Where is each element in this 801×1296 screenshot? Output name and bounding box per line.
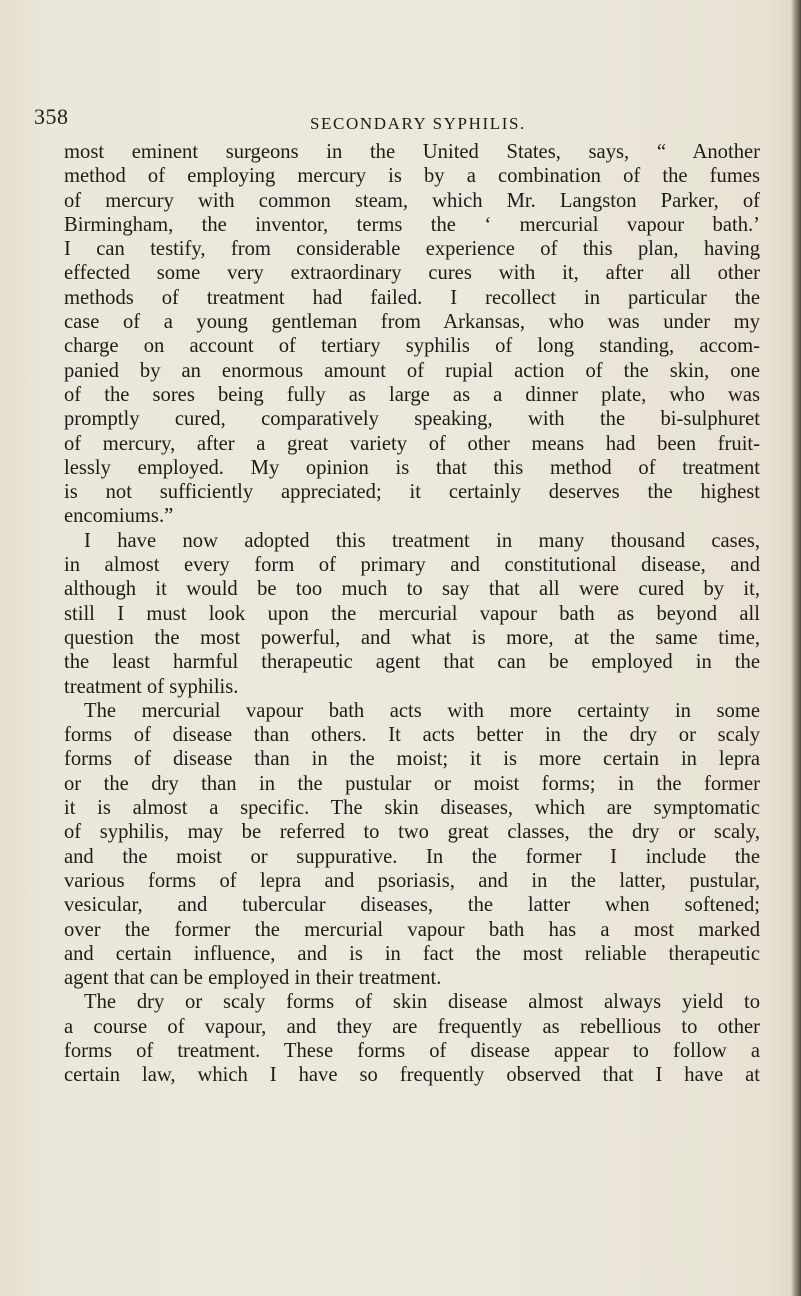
- text-line: The dry or scaly forms of skin disease almost always yield to: [84, 991, 760, 1014]
- text-line: or the dry than in the pustular or moist forms; in the former: [64, 772, 760, 795]
- page-edge-shadow: [791, 0, 801, 1296]
- text-line: certain law, which I have so frequently observed that I have at: [64, 1064, 760, 1087]
- text-line: question the most powerful, and what is more, at the same time,: [64, 626, 760, 649]
- text-line: The mercurial vapour bath acts with more certainty in some: [84, 699, 760, 722]
- text-line: forms of treatment. These forms of disease appear to follow a: [64, 1039, 760, 1062]
- text-line: promptly cured, comparatively speaking, with the bi-sulphuret: [64, 408, 760, 431]
- text-line: over the former the mercurial vapour bath has a most marked: [64, 918, 760, 941]
- text-line: of the sores being fully as large as a dinner plate, who was: [64, 383, 760, 406]
- text-line: Birmingham, the inventor, terms the ‘ mercurial vapour bath.’: [64, 213, 760, 236]
- text-line: method of employing mercury is by a combination of the fumes: [64, 165, 760, 188]
- body-text: [64, 140, 760, 1088]
- text-line: most eminent surgeons in the United States, says, “ Another: [64, 141, 760, 163]
- text-line: encomiums.”: [64, 505, 174, 528]
- paragraph: [64, 529, 760, 699]
- text-line: a course of vapour, and they are frequently as rebellious to other: [64, 1015, 760, 1038]
- text-line: and certain influence, and is in fact the most reliable therapeutic: [64, 942, 760, 965]
- running-head: SECONDARY SYPHILIS.: [310, 114, 526, 133]
- paragraph: [64, 140, 760, 529]
- text-line: panied by an enormous amount of rupial action of the skin, one: [64, 359, 760, 382]
- text-line: forms of disease than in the moist; it is more certain in lepra: [64, 748, 760, 771]
- text-line: of mercury with common steam, which Mr. Langston Parker, of: [64, 189, 760, 212]
- text-line: of syphilis, may be referred to two great classes, the dry or scaly,: [64, 821, 760, 844]
- text-line: and the moist or suppurative. In the former I include the: [64, 845, 760, 868]
- text-line: is not sufficiently appreciated; it certainly deserves the highest: [64, 481, 760, 504]
- text-line: treatment of syphilis.: [64, 675, 239, 698]
- text-line: vesicular, and tubercular diseases, the latter when softened;: [64, 894, 760, 917]
- text-line: forms of disease than others. It acts better in the dry or scaly: [64, 724, 760, 747]
- text-line: charge on account of tertiary syphilis of long standing, accom-: [64, 335, 760, 358]
- text-line: various forms of lepra and psoriasis, and in the latter, pustular,: [64, 869, 760, 892]
- text-line: although it would be too much to say that all were cured by it,: [64, 578, 760, 601]
- text-line: in almost every form of primary and constitutional disease, and: [64, 554, 760, 577]
- text-line: the least harmful therapeutic agent that can be employed in the: [64, 651, 760, 674]
- text-line: I have now adopted this treatment in many thousand cases,: [84, 529, 760, 552]
- text-line: of mercury, after a great variety of other means had been fruit-: [64, 432, 760, 455]
- paragraph: [64, 699, 760, 991]
- page-header: [0, 104, 801, 134]
- paragraph: [64, 990, 760, 1087]
- text-line: agent that can be employed in their treatment.: [64, 967, 442, 990]
- text-line: I can testify, from considerable experience of this plan, having: [64, 238, 760, 261]
- text-line: still I must look upon the mercurial vapour bath as beyond all: [64, 602, 760, 625]
- text-line: effected some very extraordinary cures with it, after all other: [64, 262, 760, 285]
- text-line: case of a young gentleman from Arkansas, who was under my: [64, 311, 760, 334]
- text-line: lessly employed. My opinion is that this method of treatment: [64, 456, 760, 479]
- text-line: methods of treatment had failed. I recollect in particular the: [64, 286, 760, 309]
- text-line: it is almost a specific. The skin diseases, which are symptomatic: [64, 797, 760, 820]
- page-number: 358: [34, 104, 69, 129]
